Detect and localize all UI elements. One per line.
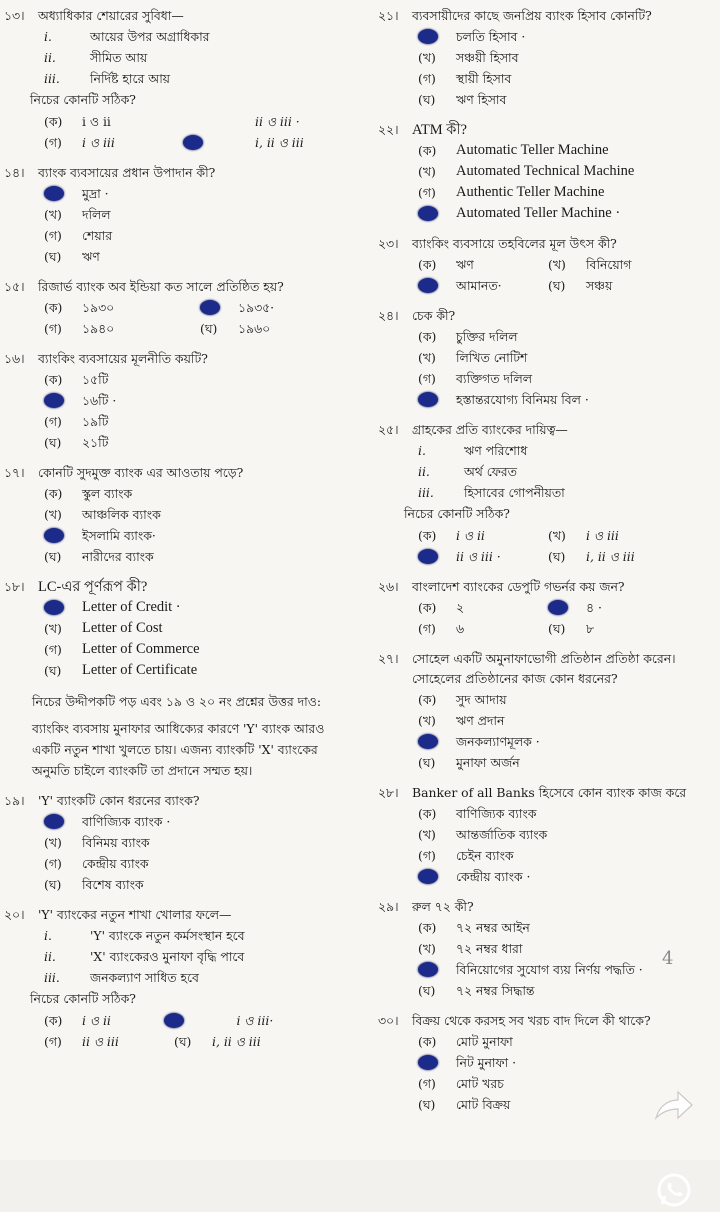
question-text: কোনটি সুদমুক্ত ব্যাংক এর আওতায় পড়ে? <box>38 465 244 480</box>
question-number: ১৪। <box>4 165 25 180</box>
question-text: ATM কী? <box>412 122 467 138</box>
question-text: ব্যাংকিং ব্যবসায়ে তহবিলের মূল উৎস কী? <box>412 236 617 251</box>
answer-bubble <box>418 29 438 44</box>
statement: iii. নির্দিষ্ট হারে আয় <box>44 71 170 86</box>
option-ga: (গ) মোট খরচ <box>418 1076 504 1091</box>
question-16 <box>4 349 356 453</box>
option-gha: (ঘ) বিশেষ ব্যাংক <box>44 877 144 892</box>
option-ga: (গ) ৬ <box>418 621 465 636</box>
question-26 <box>378 577 720 639</box>
statement: i. আয়ের উপর অগ্রাধিকার <box>44 29 210 44</box>
option-ka: (ক) i ও ii <box>44 114 111 129</box>
answer-bubble <box>44 186 64 201</box>
question-23 <box>378 234 720 296</box>
option-ka: (ক) i ও ii <box>44 1013 111 1028</box>
option-kha-answer: ৪ · <box>548 597 718 618</box>
option-gha: (ঘ) i, ii ও iii <box>174 1034 261 1049</box>
option-gha: (ঘ) নারীদের ব্যাংক <box>44 549 154 564</box>
statement: i. ঋণ পরিশোধ <box>418 443 528 458</box>
question-20 <box>4 905 356 1052</box>
option-ga: (গ) কেন্দ্রীয় ব্যাংক <box>44 856 149 871</box>
answer-bubble <box>418 962 438 977</box>
option-gha-answer: Automated Teller Machine · <box>378 203 720 224</box>
option-ga-answer: ইসলামি ব্যাংক· <box>4 525 356 546</box>
option-gha: (ঘ) ৮ <box>548 621 595 636</box>
statement: iii. জনকল্যাণ সাধিত হবে <box>44 970 199 985</box>
left-column <box>4 6 356 1062</box>
option-kha: ii ও iii · <box>255 114 300 129</box>
option-ga: (গ) ১৯৪০ <box>44 321 115 336</box>
stimulus-block <box>4 691 356 781</box>
page-mark: 4 <box>662 948 674 969</box>
statement: ii. 'X' ব্যাংকেরও মুনাফা বৃদ্ধি পাবে <box>44 949 245 964</box>
option-ka: (ক) ঋণ <box>418 257 474 272</box>
option-ka: (ক) ১৯৩০ <box>44 300 115 315</box>
option-kha-answer: i ও iii· <box>164 1010 356 1031</box>
question-text: 'Y' ব্যাংকের নতুন শাখা খোলার ফলে— <box>38 907 232 922</box>
question-14 <box>4 163 356 267</box>
option-gha: (ঘ) Letter of Certificate <box>44 662 198 678</box>
option-ga: (গ) i ও iii <box>44 135 115 150</box>
question-number: ১৫। <box>4 279 25 294</box>
question-27 <box>378 649 720 773</box>
option-gha-answer: i, ii ও iii <box>183 132 356 153</box>
question-text: বিক্রয় থেকে করসহ সব খরচ বাদ দিলে কী থাকে? <box>412 1013 651 1028</box>
option-kha: (খ) দলিল <box>44 207 111 222</box>
question-number: ২৬। <box>378 579 399 594</box>
option-gha: (ঘ) i, ii ও iii <box>548 549 635 564</box>
question-25 <box>378 420 720 567</box>
option-ka-answer: মুদ্রা · <box>4 183 356 204</box>
answer-bubble <box>44 393 64 408</box>
option-ga-answer: আমানত· <box>378 275 548 296</box>
option-kha: (খ) বিনিয়োগ <box>548 257 632 272</box>
question-number: ২৮। <box>378 785 399 800</box>
question-19 <box>4 791 356 895</box>
option-ga: (গ) স্থায়ী হিসাব <box>418 71 512 86</box>
option-ga: (গ) ii ও iii <box>44 1034 119 1049</box>
question-text: ব্যাংক ব্যবসায়ের প্রধান উপাদান কী? <box>38 165 216 180</box>
option-ka-answer: Letter of Credit · <box>4 597 356 618</box>
question-text: LC-এর পূর্ণরূপ কী? <box>38 579 148 595</box>
share-arrow-icon[interactable] <box>652 1088 694 1122</box>
option-ka: (ক) ১৫টি <box>44 372 109 387</box>
answer-bubble <box>44 814 64 829</box>
question-text: বাংলাদেশ ব্যাংকের ডেপুটি গভর্নর কয় জন? <box>412 579 625 594</box>
question-number: ২৯। <box>378 899 399 914</box>
question-number: ৩০। <box>378 1013 399 1028</box>
question-28 <box>378 783 720 887</box>
answer-bubble <box>200 300 220 315</box>
option-kha: (খ) ৭২ নম্বর ধারা <box>418 941 523 956</box>
option-ka: (ক) i ও ii <box>418 528 485 543</box>
question-24 <box>378 306 720 410</box>
answer-bubble <box>418 549 438 564</box>
option-gha: (ঘ) ঋণ <box>44 249 100 264</box>
option-ga: (গ) ১৯টি <box>44 414 109 429</box>
option-ga: (গ) Authentic Teller Machine <box>418 184 605 200</box>
statement: i. 'Y' ব্যাংকে নতুন কর্মসংস্থান হবে <box>44 928 245 943</box>
question-text: অধ্যাধিকার শেয়ারের সুবিধা— <box>38 8 184 23</box>
question-text: গ্রাহকের প্রতি ব্যাংকের দায়িত্ব— <box>412 422 568 437</box>
option-ka: (ক) ২ <box>418 600 465 615</box>
answer-bubble <box>164 1013 184 1028</box>
question-number: ২০। <box>4 907 25 922</box>
question-number: ২১। <box>378 8 399 23</box>
question-text: চেক কী? <box>412 308 456 323</box>
question-text: ব্যবসায়ীদের কাছে জনপ্রিয় ব্যাংক হিসাব কোনটি? <box>412 8 652 23</box>
option-kha: (খ) ঋণ প্রদান <box>418 713 505 728</box>
statement: ii. সীমিত আয় <box>44 50 148 65</box>
option-gha: (ঘ) মুনাফা অর্জন <box>418 755 520 770</box>
statement: iii. হিসাবের গোপনীয়তা <box>418 485 565 500</box>
answer-bubble <box>418 392 438 407</box>
question-number: ১৩। <box>4 8 25 23</box>
option-ka: (ক) চুক্তির দলিল <box>418 329 518 344</box>
option-kha: (খ) Letter of Cost <box>44 620 163 636</box>
option-gha: (ঘ) ৭২ নম্বর সিদ্ধান্ত <box>418 983 535 998</box>
option-ga: (গ) চেইন ব্যাংক <box>418 848 514 863</box>
answer-bubble <box>418 278 438 293</box>
option-kha: (খ) সঞ্চয়ী হিসাব <box>418 50 519 65</box>
question-15 <box>4 277 356 339</box>
question-18 <box>4 577 356 681</box>
answer-bubble <box>183 135 203 150</box>
option-kha-answer: নিট মুনাফা · <box>378 1052 720 1073</box>
option-ga: (গ) শেয়ার <box>44 228 113 243</box>
question-text: সোহেল একটি অমুনাফাভোগী প্রতিষ্ঠান প্রতিষ্ঠা করেন। সোহেলের প্রতিষ্ঠানের কাজ কোন ধরনের? <box>412 651 676 686</box>
option-kha: (খ) আঞ্চলিক ব্যাংক <box>44 507 161 522</box>
option-ga: (গ) Letter of Commerce <box>44 641 200 657</box>
question-number: ২৪। <box>378 308 399 323</box>
option-ka-answer: চলতি হিসাব · <box>378 26 720 47</box>
question-text: রুল ৭২ কী? <box>412 899 474 914</box>
option-kha: (খ) বিনিময় ব্যাংক <box>44 835 150 850</box>
question-number: ১৬। <box>4 351 25 366</box>
answer-bubble <box>44 528 64 543</box>
option-kha: (খ) i ও iii <box>548 528 619 543</box>
question-prompt: নিচের কোনটি সঠিক? <box>30 991 136 1006</box>
answer-bubble <box>418 869 438 884</box>
option-ka: (ক) স্কুল ব্যাংক <box>44 486 133 501</box>
option-gha: (ঘ) ২১টি <box>44 435 109 450</box>
stimulus-body: ব্যাংকিং ব্যবসায় মুনাফার আধিক্যের কারণে 'Y' ব্যাংক আরও একটি নতুন শাখা খুলতে চায়। এজন্য ব্যাংকটি 'X' ব্যাংকের অনুমতি চাইলে ব্যাংকটি তা প্রদানে সম্মত হয়। <box>32 721 325 778</box>
question-text: ব্যাংকিং ব্যবসায়ের মূলনীতি কয়টি? <box>38 351 208 366</box>
question-21 <box>378 6 720 110</box>
option-ga-answer: জনকল্যাণমূলক · <box>378 731 720 752</box>
question-text: 'Y' ব্যাংকটি কোন ধরনের ব্যাংক? <box>38 793 200 808</box>
option-ka: (ক) বাণিজ্যিক ব্যাংক <box>418 806 537 821</box>
option-ka: (ক) ৭২ নম্বর আইন <box>418 920 530 935</box>
option-gha: (ঘ) সঞ্চয় <box>548 278 613 293</box>
option-gha: (ঘ) ১৯৬০ <box>200 321 271 336</box>
stimulus-intro: নিচের উদ্দীপকটি পড় এবং ১৯ ও ২০ নং প্রশ্নের উত্তর দাও: <box>32 694 322 709</box>
question-22 <box>378 120 720 224</box>
option-ka: (ক) Automatic Teller Machine <box>418 142 609 158</box>
option-kha: (খ) Automated Technical Machine <box>418 163 635 179</box>
option-gha-answer: হস্তান্তরযোগ্য বিনিময় বিল · <box>378 389 720 410</box>
option-ka-answer: বাণিজ্যিক ব্যাংক · <box>4 811 356 832</box>
answer-bubble <box>418 206 438 221</box>
option-ga: (গ) ব্যক্তিগত দলিল <box>418 371 532 386</box>
question-prompt: নিচের কোনটি সঠিক? <box>30 92 136 107</box>
question-prompt: নিচের কোনটি সঠিক? <box>404 506 510 521</box>
question-number: ২৫। <box>378 422 399 437</box>
question-number: ১৯। <box>4 793 25 808</box>
option-gha: (ঘ) ঋণ হিসাব <box>418 92 507 107</box>
question-17 <box>4 463 356 567</box>
answer-bubble <box>418 1055 438 1070</box>
question-13 <box>4 6 356 153</box>
option-ka: (ক) মোট মুনাফা <box>418 1034 513 1049</box>
option-gha-answer: কেন্দ্রীয় ব্যাংক · <box>378 866 720 887</box>
question-text: Banker of all Banks হিসেবে কোন ব্যাংক কাজ করে <box>412 785 687 800</box>
option-ka: (ক) সুদ আদায় <box>418 692 507 707</box>
question-number: ২২। <box>378 122 399 137</box>
answer-bubble <box>44 600 64 615</box>
question-text: রিজার্ভ ব্যাংক অব ইন্ডিয়া কত সালে প্রতিষ্ঠিত হয়? <box>38 279 284 294</box>
option-ga-answer: ii ও iii · <box>378 546 548 567</box>
option-kha-answer: ১৯৩৫· <box>200 297 356 318</box>
statement: ii. অর্থ ফেরত <box>418 464 517 479</box>
option-gha: (ঘ) মোট বিক্রয় <box>418 1097 511 1112</box>
question-number: ১৭। <box>4 465 25 480</box>
answer-bubble <box>548 600 568 615</box>
question-number: ১৮। <box>4 579 25 594</box>
question-number: ২৩। <box>378 236 399 251</box>
question-number: ২৭। <box>378 651 399 666</box>
answer-bubble <box>418 734 438 749</box>
option-kha: (খ) আন্তর্জাতিক ব্যাংক <box>418 827 548 842</box>
option-ga-answer: বিনিয়োগের সুযোগ ব্যয় নির্ণয় পদ্ধতি · <box>378 959 720 980</box>
whatsapp-icon[interactable] <box>656 1172 692 1208</box>
option-kha-answer: ১৬টি · <box>4 390 356 411</box>
option-kha: (খ) লিখিত নোটিশ <box>418 350 528 365</box>
